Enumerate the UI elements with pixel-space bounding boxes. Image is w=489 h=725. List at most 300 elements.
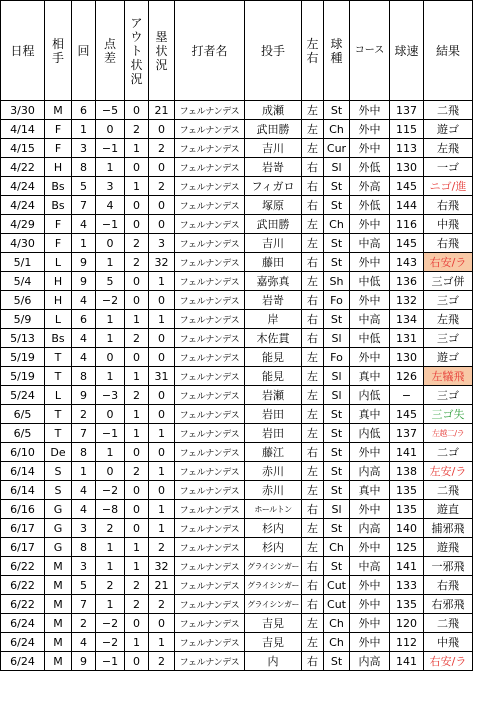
inning-cell: 6 <box>72 310 96 329</box>
opponent-cell: M <box>45 557 72 576</box>
runners-cell: 0 <box>149 158 175 177</box>
opponent-cell: Bs <box>45 329 72 348</box>
date-cell: 6/17 <box>1 519 45 538</box>
score-diff-cell: 1 <box>96 557 125 576</box>
opponent-cell: S <box>45 462 72 481</box>
pitcher-cell: 岩田 <box>245 424 302 443</box>
outs-cell: 1 <box>125 139 149 158</box>
score-diff-cell: 1 <box>96 595 125 614</box>
inning-cell: 8 <box>72 538 96 557</box>
course-cell: 中高 <box>350 234 390 253</box>
opponent-cell: F <box>45 215 72 234</box>
table-row <box>1 386 473 405</box>
runners-cell: 31 <box>149 367 175 386</box>
pitcher-cell: 成瀬 <box>245 101 302 120</box>
hand-cell: 右 <box>302 291 324 310</box>
result-cell: 左越二/ラ <box>424 424 473 443</box>
score-diff-cell: 1 <box>96 310 125 329</box>
score-diff-cell: 1 <box>96 253 125 272</box>
date-cell: 5/19 <box>1 348 45 367</box>
outs-cell: 2 <box>125 234 149 253</box>
hand-cell: 右 <box>302 595 324 614</box>
outs-cell: 1 <box>125 633 149 652</box>
hand-cell: 左 <box>302 481 324 500</box>
hand-cell: 左 <box>302 367 324 386</box>
header-char: 塁 <box>155 29 168 44</box>
course-cell: 外中 <box>350 500 390 519</box>
batter-cell: フェルナンデス <box>175 614 245 633</box>
course-cell: 真中 <box>350 481 390 500</box>
pitch-type-cell: St <box>324 519 350 538</box>
pitch-type-cell: Sl <box>324 158 350 177</box>
pitch-type-cell: Sl <box>324 329 350 348</box>
inning-cell: 3 <box>72 519 96 538</box>
outs-cell: 0 <box>125 272 149 291</box>
date-cell: 6/17 <box>1 538 45 557</box>
result-cell: 一ゴ <box>424 158 473 177</box>
pitch-type-cell: Ch <box>324 538 350 557</box>
date-cell: 5/6 <box>1 291 45 310</box>
date-cell: 6/16 <box>1 500 45 519</box>
inning-cell: 4 <box>72 215 96 234</box>
opponent-cell: M <box>45 101 72 120</box>
result-cell: 右邪飛 <box>424 595 473 614</box>
header-char: ア <box>130 15 143 30</box>
runners-cell: 2 <box>149 177 175 196</box>
pitch-type-cell: Sl <box>324 367 350 386</box>
header-char: 状 <box>155 43 168 58</box>
result-cell: 右飛 <box>424 234 473 253</box>
inning-cell: 7 <box>72 424 96 443</box>
header-runners <box>149 1 175 101</box>
pitch-type-cell: St <box>324 310 350 329</box>
course-cell: 外低 <box>350 158 390 177</box>
outs-cell: 0 <box>125 158 149 177</box>
date-cell: 5/19 <box>1 367 45 386</box>
result-cell: 二飛 <box>424 614 473 633</box>
date-cell: 4/24 <box>1 196 45 215</box>
pitcher-cell: 武田勝 <box>245 215 302 234</box>
pitcher-cell: 岸 <box>245 310 302 329</box>
pitch-type-cell: St <box>324 443 350 462</box>
hand-cell: 左 <box>302 272 324 291</box>
speed-cell: 140 <box>390 519 424 538</box>
speed-cell: 120 <box>390 614 424 633</box>
date-cell: 6/14 <box>1 462 45 481</box>
batter-cell: フェルナンデス <box>175 519 245 538</box>
score-diff-cell: 5 <box>96 272 125 291</box>
inning-cell: 9 <box>72 652 96 671</box>
inning-cell: 5 <box>72 177 96 196</box>
score-diff-cell: −2 <box>96 614 125 633</box>
opponent-cell: T <box>45 424 72 443</box>
date-cell: 5/24 <box>1 386 45 405</box>
pitcher-cell: 岩瀬 <box>245 386 302 405</box>
speed-cell: 134 <box>390 310 424 329</box>
runners-cell: 1 <box>149 519 175 538</box>
course-cell: 外中 <box>350 443 390 462</box>
pitcher-cell: 吉川 <box>245 139 302 158</box>
runners-cell: 0 <box>149 215 175 234</box>
speed-cell: 137 <box>390 101 424 120</box>
batter-cell: フェルナンデス <box>175 538 245 557</box>
batter-cell: フェルナンデス <box>175 481 245 500</box>
table-body <box>1 101 473 671</box>
inning-cell: 4 <box>72 481 96 500</box>
date-cell: 6/10 <box>1 443 45 462</box>
table-row <box>1 424 473 443</box>
opponent-cell: T <box>45 405 72 424</box>
speed-cell: 126 <box>390 367 424 386</box>
header-char: 右 <box>306 50 319 65</box>
opponent-cell: H <box>45 291 72 310</box>
hand-cell: 右 <box>302 500 324 519</box>
pitcher-cell: 嘉弥真 <box>245 272 302 291</box>
outs-cell: 0 <box>125 215 149 234</box>
hand-cell: 右 <box>302 557 324 576</box>
score-diff-cell: −2 <box>96 291 125 310</box>
score-diff-cell: −1 <box>96 424 125 443</box>
header-char: 相 <box>51 36 64 51</box>
header-batter: 打者名 <box>175 1 245 101</box>
header-row <box>1 1 473 101</box>
table-row <box>1 158 473 177</box>
batter-cell: フェルナンデス <box>175 633 245 652</box>
result-cell: 左飛 <box>424 139 473 158</box>
header-char: 差 <box>103 50 116 65</box>
outs-cell: 1 <box>125 310 149 329</box>
score-diff-cell: −2 <box>96 633 125 652</box>
date-cell: 5/13 <box>1 329 45 348</box>
batter-cell: フェルナンデス <box>175 101 245 120</box>
speed-cell: 141 <box>390 652 424 671</box>
hand-cell: 右 <box>302 310 324 329</box>
result-cell: 右飛 <box>424 576 473 595</box>
header-outs <box>125 1 149 101</box>
table-row <box>1 215 473 234</box>
score-diff-cell: −1 <box>96 139 125 158</box>
table-row <box>1 519 473 538</box>
table-row <box>1 253 473 272</box>
runners-cell: 1 <box>149 500 175 519</box>
opponent-cell: M <box>45 576 72 595</box>
pitcher-cell: 岩嵜 <box>245 291 302 310</box>
hand-cell: 左 <box>302 139 324 158</box>
outs-cell: 1 <box>125 177 149 196</box>
opponent-cell: H <box>45 272 72 291</box>
outs-cell: 0 <box>125 196 149 215</box>
speed-cell: 130 <box>390 158 424 177</box>
table-row <box>1 291 473 310</box>
result-cell: 二飛 <box>424 481 473 500</box>
score-diff-cell: 1 <box>96 443 125 462</box>
result-cell: 中飛 <box>424 633 473 652</box>
speed-cell: 145 <box>390 177 424 196</box>
inning-cell: 9 <box>72 272 96 291</box>
result-cell: 左安/ラ <box>424 462 473 481</box>
inning-cell: 8 <box>72 443 96 462</box>
hand-cell: 右 <box>302 253 324 272</box>
speed-cell: 141 <box>390 443 424 462</box>
pitch-type-cell: Cur <box>324 139 350 158</box>
header-char: ウ <box>130 29 143 44</box>
course-cell: 外中 <box>350 538 390 557</box>
outs-cell: 0 <box>125 481 149 500</box>
hand-cell: 左 <box>302 424 324 443</box>
opponent-cell: F <box>45 120 72 139</box>
batter-cell: フェルナンデス <box>175 595 245 614</box>
pitcher-cell: 赤川 <box>245 481 302 500</box>
runners-cell: 1 <box>149 272 175 291</box>
pitch-type-cell: St <box>324 101 350 120</box>
score-diff-cell: 0 <box>96 234 125 253</box>
pitcher-cell: 内 <box>245 652 302 671</box>
batter-cell: フェルナンデス <box>175 177 245 196</box>
date-cell: 4/15 <box>1 139 45 158</box>
pitcher-cell: 赤川 <box>245 462 302 481</box>
outs-cell: 2 <box>125 595 149 614</box>
speed-cell: 130 <box>390 348 424 367</box>
course-cell: 真中 <box>350 367 390 386</box>
date-cell: 5/4 <box>1 272 45 291</box>
pitch-type-cell: Sh <box>324 272 350 291</box>
course-cell: 外中 <box>350 614 390 633</box>
runners-cell: 1 <box>149 462 175 481</box>
inning-cell: 9 <box>72 386 96 405</box>
pitcher-cell: ホールトン <box>245 500 302 519</box>
result-cell: 右飛 <box>424 196 473 215</box>
opponent-cell: Bs <box>45 196 72 215</box>
hand-cell: 左 <box>302 633 324 652</box>
result-cell: 三ゴ失 <box>424 405 473 424</box>
speed-cell: 116 <box>390 215 424 234</box>
date-cell: 4/29 <box>1 215 45 234</box>
hand-cell: 右 <box>302 158 324 177</box>
table-row <box>1 462 473 481</box>
score-diff-cell: 0 <box>96 120 125 139</box>
score-diff-cell: −3 <box>96 386 125 405</box>
result-cell: 遊ゴ <box>424 120 473 139</box>
pitch-type-cell: St <box>324 652 350 671</box>
course-cell: 中低 <box>350 329 390 348</box>
course-cell: 外中 <box>350 120 390 139</box>
speed-cell: 112 <box>390 633 424 652</box>
batter-cell: フェルナンデス <box>175 424 245 443</box>
outs-cell: 0 <box>125 614 149 633</box>
opponent-cell: De <box>45 443 72 462</box>
score-diff-cell: 2 <box>96 519 125 538</box>
table-row <box>1 595 473 614</box>
outs-cell: 0 <box>125 101 149 120</box>
course-cell: 中高 <box>350 557 390 576</box>
result-cell: 左飛 <box>424 310 473 329</box>
outs-cell: 2 <box>125 329 149 348</box>
pitch-type-cell: St <box>324 253 350 272</box>
pitcher-cell: 吉見 <box>245 633 302 652</box>
result-cell: 一邪飛 <box>424 557 473 576</box>
result-cell: 三ゴ <box>424 386 473 405</box>
opponent-cell: G <box>45 500 72 519</box>
batter-cell: フェルナンデス <box>175 348 245 367</box>
pitcher-cell: 能見 <box>245 348 302 367</box>
speed-cell: 135 <box>390 500 424 519</box>
date-cell: 6/5 <box>1 424 45 443</box>
date-cell: 6/24 <box>1 614 45 633</box>
table-row <box>1 652 473 671</box>
pitcher-cell: 杉内 <box>245 519 302 538</box>
speed-cell: 135 <box>390 595 424 614</box>
inning-cell: 2 <box>72 614 96 633</box>
inning-cell: 7 <box>72 196 96 215</box>
score-diff-cell: 0 <box>96 348 125 367</box>
inning-cell: 8 <box>72 158 96 177</box>
batter-cell: フェルナンデス <box>175 272 245 291</box>
speed-cell: 137 <box>390 424 424 443</box>
table-row <box>1 481 473 500</box>
inning-cell: 2 <box>72 405 96 424</box>
outs-cell: 1 <box>125 538 149 557</box>
batter-cell: フェルナンデス <box>175 310 245 329</box>
header-char: 左 <box>306 36 319 51</box>
table-row <box>1 101 473 120</box>
score-diff-cell: −8 <box>96 500 125 519</box>
hand-cell: 右 <box>302 177 324 196</box>
batter-cell: フェルナンデス <box>175 500 245 519</box>
opponent-cell: F <box>45 234 72 253</box>
inning-cell: 4 <box>72 291 96 310</box>
table-row <box>1 576 473 595</box>
pitch-type-cell: Cut <box>324 576 350 595</box>
pitch-type-cell: Ch <box>324 215 350 234</box>
result-cell: 遊直 <box>424 500 473 519</box>
score-diff-cell: −1 <box>96 215 125 234</box>
course-cell: 外中 <box>350 253 390 272</box>
inning-cell: 3 <box>72 139 96 158</box>
date-cell: 6/24 <box>1 652 45 671</box>
result-cell: 二飛 <box>424 101 473 120</box>
opponent-cell: L <box>45 253 72 272</box>
outs-cell: 0 <box>125 519 149 538</box>
score-diff-cell: 1 <box>96 538 125 557</box>
pitcher-cell: 吉川 <box>245 234 302 253</box>
outs-cell: 1 <box>125 424 149 443</box>
speed-cell: 143 <box>390 253 424 272</box>
opponent-cell: F <box>45 139 72 158</box>
score-diff-cell: 0 <box>96 462 125 481</box>
batter-cell: フェルナンデス <box>175 158 245 177</box>
result-cell: 三ゴ <box>424 329 473 348</box>
batter-cell: フェルナンデス <box>175 386 245 405</box>
date-cell: 6/5 <box>1 405 45 424</box>
course-cell: 内低 <box>350 386 390 405</box>
result-cell: ニゴ/進 <box>424 177 473 196</box>
batter-cell: フェルナンデス <box>175 462 245 481</box>
hand-cell: 左 <box>302 386 324 405</box>
hand-cell: 左 <box>302 405 324 424</box>
date-cell: 6/24 <box>1 633 45 652</box>
inning-cell: 1 <box>72 120 96 139</box>
course-cell: 内高 <box>350 519 390 538</box>
runners-cell: 2 <box>149 139 175 158</box>
course-cell: 外高 <box>350 177 390 196</box>
speed-cell: 138 <box>390 462 424 481</box>
score-diff-cell: 4 <box>96 196 125 215</box>
outs-cell: 0 <box>125 443 149 462</box>
runners-cell: 2 <box>149 538 175 557</box>
course-cell: 内高 <box>350 652 390 671</box>
score-diff-cell: 1 <box>96 367 125 386</box>
date-cell: 4/24 <box>1 177 45 196</box>
table-row <box>1 538 473 557</box>
hand-cell: 右 <box>302 443 324 462</box>
course-cell: 外中 <box>350 348 390 367</box>
table-row <box>1 557 473 576</box>
runners-cell: 0 <box>149 291 175 310</box>
table-row <box>1 310 473 329</box>
course-cell: 外中 <box>350 139 390 158</box>
inning-cell: 1 <box>72 462 96 481</box>
pitcher-cell: グライシンガー <box>245 576 302 595</box>
outs-cell: 1 <box>125 405 149 424</box>
header-course: コース <box>350 1 390 101</box>
opponent-cell: L <box>45 386 72 405</box>
date-cell: 6/22 <box>1 557 45 576</box>
header-char: 手 <box>51 50 64 65</box>
score-diff-cell: 0 <box>96 405 125 424</box>
speed-cell: 133 <box>390 576 424 595</box>
runners-cell: 0 <box>149 481 175 500</box>
inning-cell: 1 <box>72 234 96 253</box>
hand-cell: 左 <box>302 519 324 538</box>
header-char: 況 <box>130 71 143 86</box>
batter-cell: フェルナンデス <box>175 215 245 234</box>
inning-cell: 4 <box>72 500 96 519</box>
pitcher-cell: 木佐貫 <box>245 329 302 348</box>
pitch-type-cell: St <box>324 196 350 215</box>
header-char: 状 <box>130 57 143 72</box>
pitch-type-cell: St <box>324 557 350 576</box>
pitcher-cell: 武田勝 <box>245 120 302 139</box>
opponent-cell: L <box>45 310 72 329</box>
runners-cell: 0 <box>149 348 175 367</box>
batter-cell: フェルナンデス <box>175 329 245 348</box>
opponent-cell: S <box>45 481 72 500</box>
hand-cell: 左 <box>302 101 324 120</box>
outs-cell: 0 <box>125 348 149 367</box>
hand-cell: 左 <box>302 120 324 139</box>
outs-cell: 2 <box>125 462 149 481</box>
pitcher-cell: グライシンガー <box>245 595 302 614</box>
pitch-type-cell: Ch <box>324 120 350 139</box>
opponent-cell: M <box>45 614 72 633</box>
outs-cell: 1 <box>125 367 149 386</box>
outs-cell: 0 <box>125 291 149 310</box>
outs-cell: 0 <box>125 500 149 519</box>
hand-cell: 左 <box>302 348 324 367</box>
outs-cell: 2 <box>125 386 149 405</box>
table-row <box>1 633 473 652</box>
runners-cell: 2 <box>149 652 175 671</box>
date-cell: 4/30 <box>1 234 45 253</box>
speed-cell: 113 <box>390 139 424 158</box>
table-row <box>1 139 473 158</box>
inning-cell: 4 <box>72 348 96 367</box>
course-cell: 外中 <box>350 291 390 310</box>
batter-cell: フェルナンデス <box>175 557 245 576</box>
result-cell: 三ゴ <box>424 291 473 310</box>
batter-cell: フェルナンデス <box>175 234 245 253</box>
pitcher-cell: 藤江 <box>245 443 302 462</box>
